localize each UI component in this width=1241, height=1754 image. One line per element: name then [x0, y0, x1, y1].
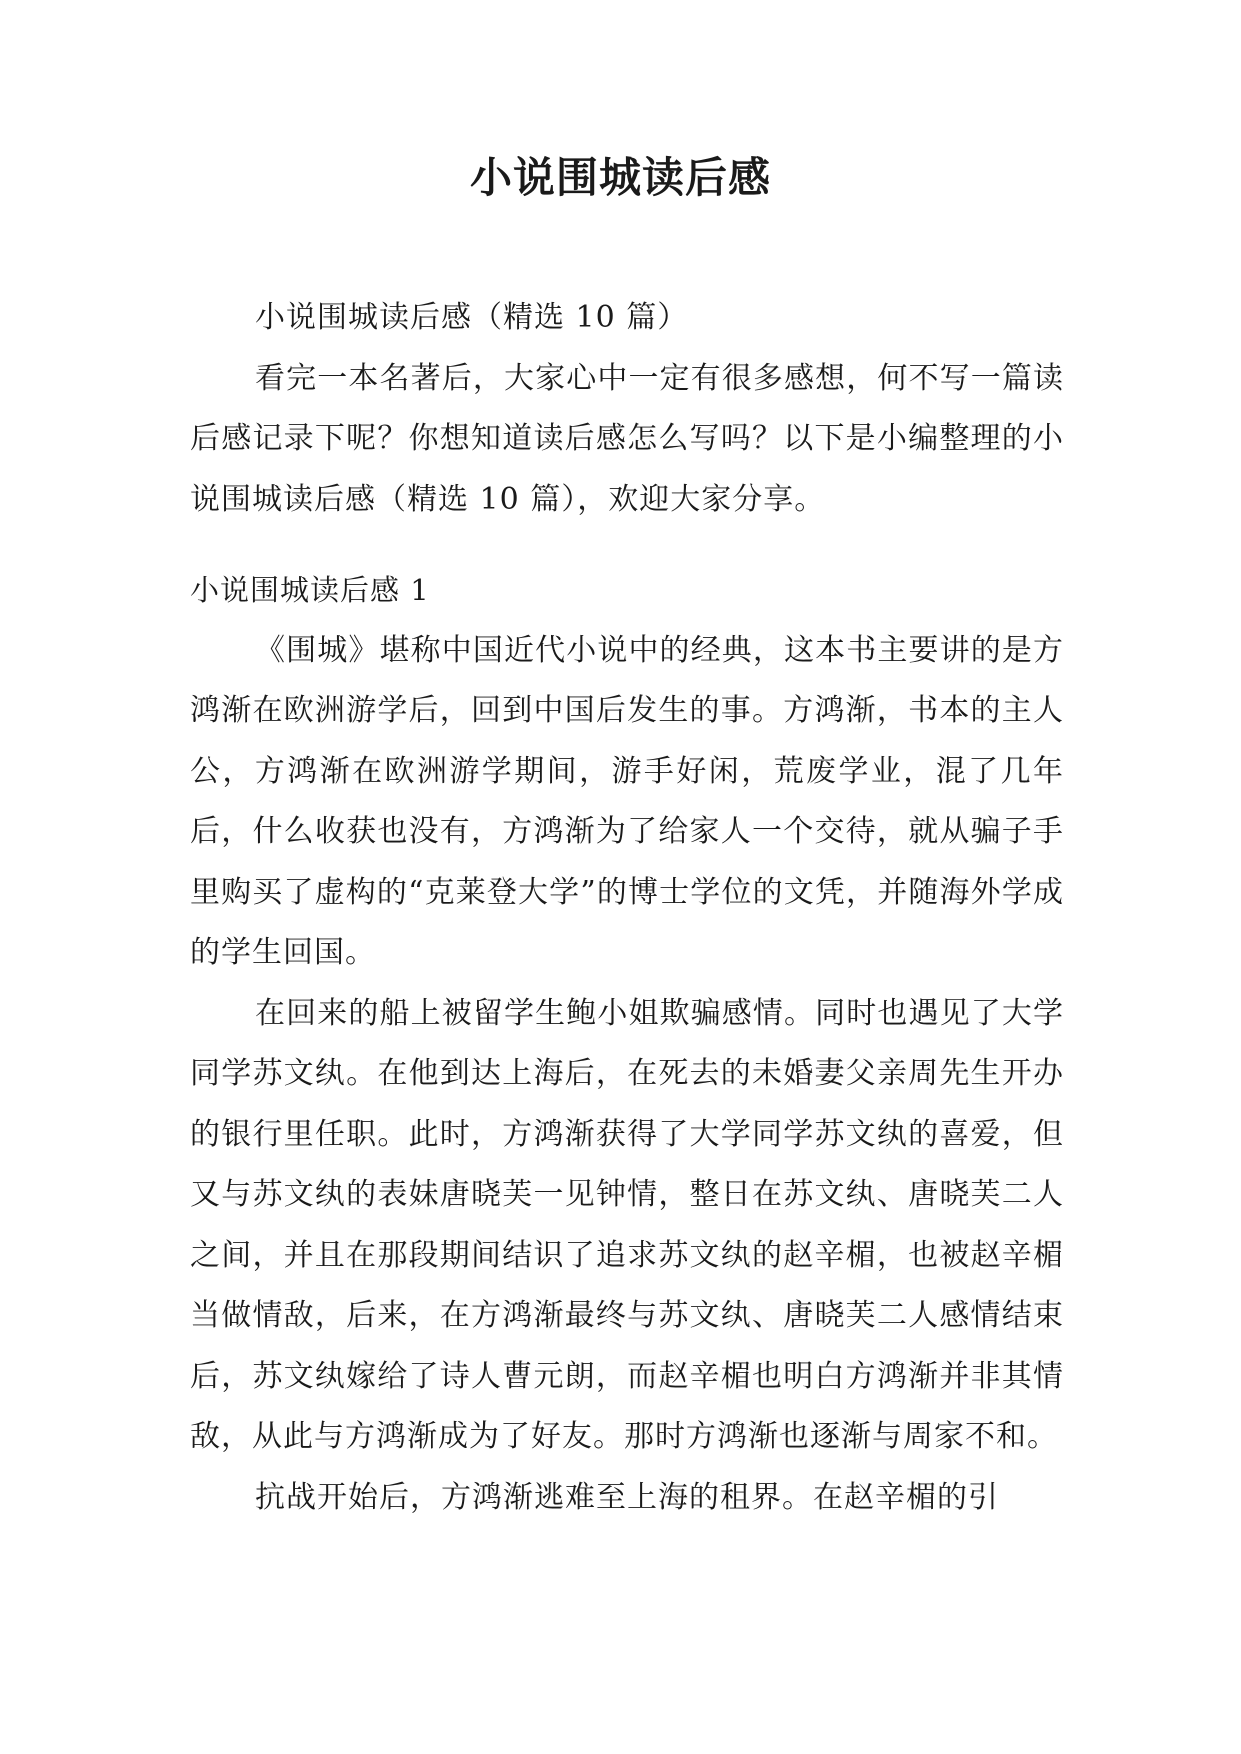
section-heading: 小说围城读后感 1 [190, 573, 430, 607]
body-paragraph: 抗战开始后，方鸿渐逃难至上海的租界。在赵辛楣的引 [255, 1479, 999, 1515]
document-subtitle: 小说围城读后感（精选 10 篇） [255, 300, 689, 335]
body-paragraph: 《围城》堪称中国近代小说中的经典，这本书主要讲的是方鸿渐在欧洲游学后，回到中国后发生的事。方鸿渐，书本的主人公，方鸿渐在欧洲游学期间，游手好闲，荒废学业，混了几年后，什么收获也没有，方鸿渐为了给家人一个交待，就从骗子手里购买了虚构的“克莱登大学”的博士学位的文凭，并随海外学成的学生回国。 [190, 632, 1064, 970]
document-body [190, 288, 1064, 1528]
document-title: 小说围城读后感 [469, 153, 771, 202]
body-paragraph: 在回来的船上被留学生鲍小姐欺骗感情。同时也遇见了大学同学苏文纨。在他到达上海后，在死去的未婚妻父亲周先生开办的银行里任职。此时，方鸿渐获得了大学同学苏文纨的喜爱，但又与苏文纨的表妹唐晓芙一见钟情，整日在苏文纨、唐晓芙二人之间，并且在那段期间结识了追求苏文纨的赵辛楣，也被赵辛楣当做情敌，后来，在方鸿渐最终与苏文纨、唐晓芙二人感情结束后，苏文纨嫁给了诗人曹元朗，而赵辛楣也明白方鸿渐并非其情敌，从此与方鸿渐成为了好友。那时方鸿渐也逐渐与周家不和。 [190, 995, 1064, 1454]
intro-paragraph: 看完一本名著后，大家心中一定有很多感想，何不写一篇读后感记录下呢？你想知道读后感怎么写吗？以下是小编整理的小说围城读后感（精选 10 篇），欢迎大家分享。 [190, 360, 1064, 517]
